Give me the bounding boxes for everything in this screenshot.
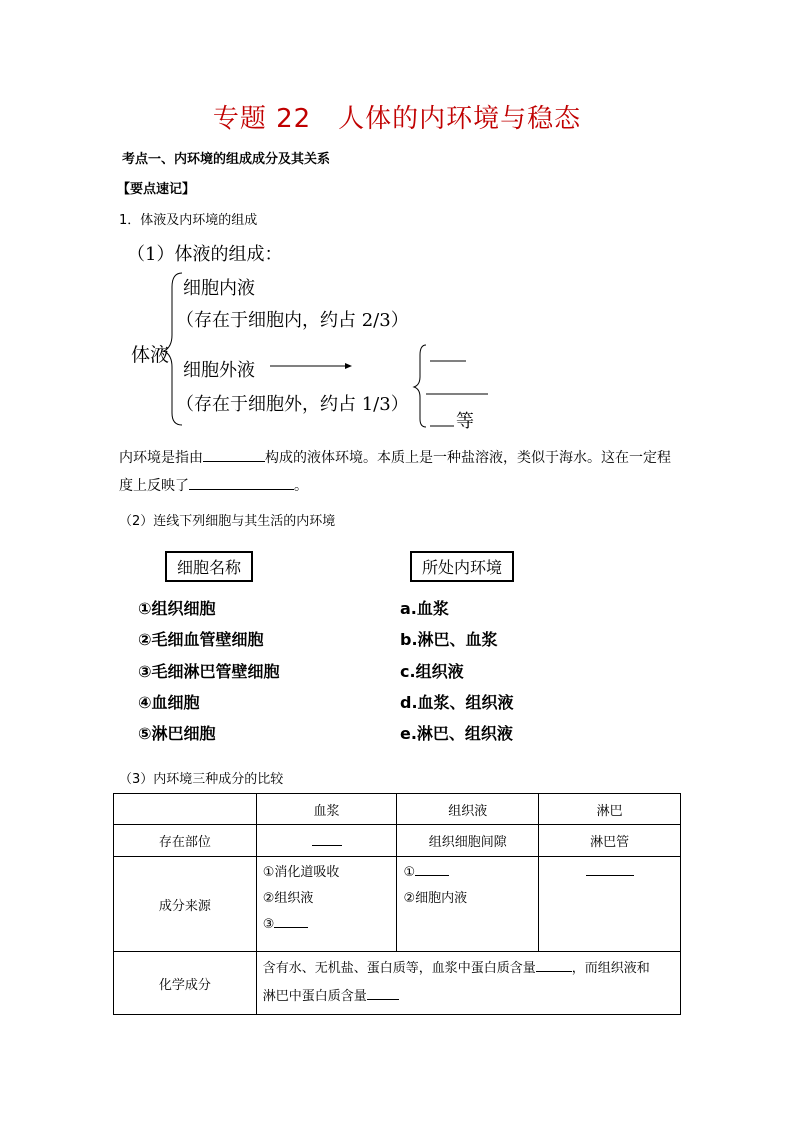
cell-text: 淋巴中蛋白质含量 — [262, 989, 367, 1004]
paragraph-line-1 — [119, 447, 671, 467]
key-points-tag: 【要点速记】 — [117, 182, 196, 197]
fill-blank[interactable] — [203, 447, 265, 462]
fill-blank[interactable] — [312, 831, 342, 846]
cell-line: ②细胞内液 — [403, 891, 468, 906]
cell-item[interactable]: ④血细胞 — [138, 693, 200, 712]
fill-blank[interactable] — [586, 861, 634, 876]
table-row — [114, 952, 681, 1015]
right-brace — [414, 345, 426, 427]
diagram-root: 体液 — [131, 344, 170, 366]
environment-item[interactable]: d.血浆、组织液 — [400, 693, 514, 712]
fill-blank[interactable] — [274, 913, 308, 928]
header-cell: 血浆 — [256, 794, 397, 825]
cell-line — [539, 860, 680, 886]
cell-item[interactable]: ②毛细血管壁细胞 — [138, 630, 264, 649]
fill-blank[interactable] — [367, 985, 399, 1000]
cell-item[interactable]: ③毛细淋巴管壁细胞 — [138, 662, 280, 681]
fill-blank[interactable] — [189, 475, 294, 490]
table-cell — [256, 857, 397, 952]
environment-item[interactable]: e.淋巴、组织液 — [400, 724, 513, 743]
cell-line: ①消化道吸收 — [262, 865, 340, 880]
table-cell — [397, 857, 539, 952]
item-heading: 1．体液及内环境的组成 — [119, 213, 258, 228]
table-row — [114, 857, 681, 952]
environment-item[interactable]: b.淋巴、血浆 — [400, 630, 498, 649]
extra-fluid-note: （存在于细胞外，约占 1/3） — [176, 394, 409, 415]
cell-text: ③ — [262, 917, 275, 932]
environment-item[interactable]: c.组织液 — [400, 662, 464, 681]
paragraph-text-1a: 内环境是指由 — [119, 450, 203, 466]
table-header-row — [114, 794, 681, 825]
subheading-3: （3）内环境三种成分的比较 — [119, 772, 284, 787]
row-label: 成分来源 — [114, 857, 257, 952]
environment-item[interactable]: a.血浆 — [400, 599, 449, 618]
subheading-1: （1）体液的组成： — [127, 244, 283, 265]
paragraph-text-1b: 构成的液体环境。本质上是一种盐溶液，类似于海水。这在一定程 — [265, 450, 671, 466]
cell-text: ① — [403, 865, 416, 880]
row-label: 化学成分 — [114, 952, 257, 1015]
header-cell: 组织液 — [397, 794, 539, 825]
section-heading: 考点一、内环境的组成成分及其关系 — [122, 152, 331, 167]
row-label: 存在部位 — [114, 825, 257, 857]
table-row — [114, 825, 681, 857]
environment-header: 所处内环境 — [410, 551, 514, 582]
cell-text: ，而组织液和 — [571, 961, 650, 976]
table-cell — [539, 857, 681, 952]
extra-fluid-label: 细胞外液 — [183, 360, 255, 381]
comparison-table — [113, 793, 681, 1015]
table-cell: 组织细胞间隙 — [397, 825, 539, 857]
cell-line — [263, 912, 397, 938]
cell-name-header: 细胞名称 — [165, 551, 253, 582]
fill-blank[interactable] — [536, 957, 572, 972]
cell-line — [403, 860, 538, 886]
intra-fluid-label: 细胞内液 — [183, 278, 255, 299]
intra-fluid-note: （存在于细胞内，约占 2/3） — [176, 310, 409, 331]
subheading-2: （2）连线下列细胞与其生活的内环境 — [119, 514, 336, 529]
etc-label: 等 — [456, 411, 474, 432]
cell-line: ②组织液 — [262, 891, 314, 906]
header-cell — [114, 794, 257, 825]
fill-blank[interactable] — [415, 861, 449, 876]
header-cell: 淋巴 — [539, 794, 681, 825]
table-cell: 淋巴管 — [539, 825, 681, 857]
page-title: 专题 22 人体的内环境与稳态 — [212, 104, 582, 134]
cell-text: 含有水、无机盐、蛋白质等，血浆中蛋白质含量 — [262, 961, 536, 976]
cell-item[interactable]: ①组织细胞 — [138, 599, 216, 618]
arrow-head — [345, 363, 352, 369]
paragraph-text-2a: 度上反映了 — [119, 478, 189, 494]
paragraph-line-2 — [119, 475, 308, 495]
table-cell — [256, 825, 397, 857]
table-cell — [256, 952, 680, 1015]
cell-item[interactable]: ⑤淋巴细胞 — [138, 724, 216, 743]
paragraph-text-2b: 。 — [294, 478, 308, 494]
